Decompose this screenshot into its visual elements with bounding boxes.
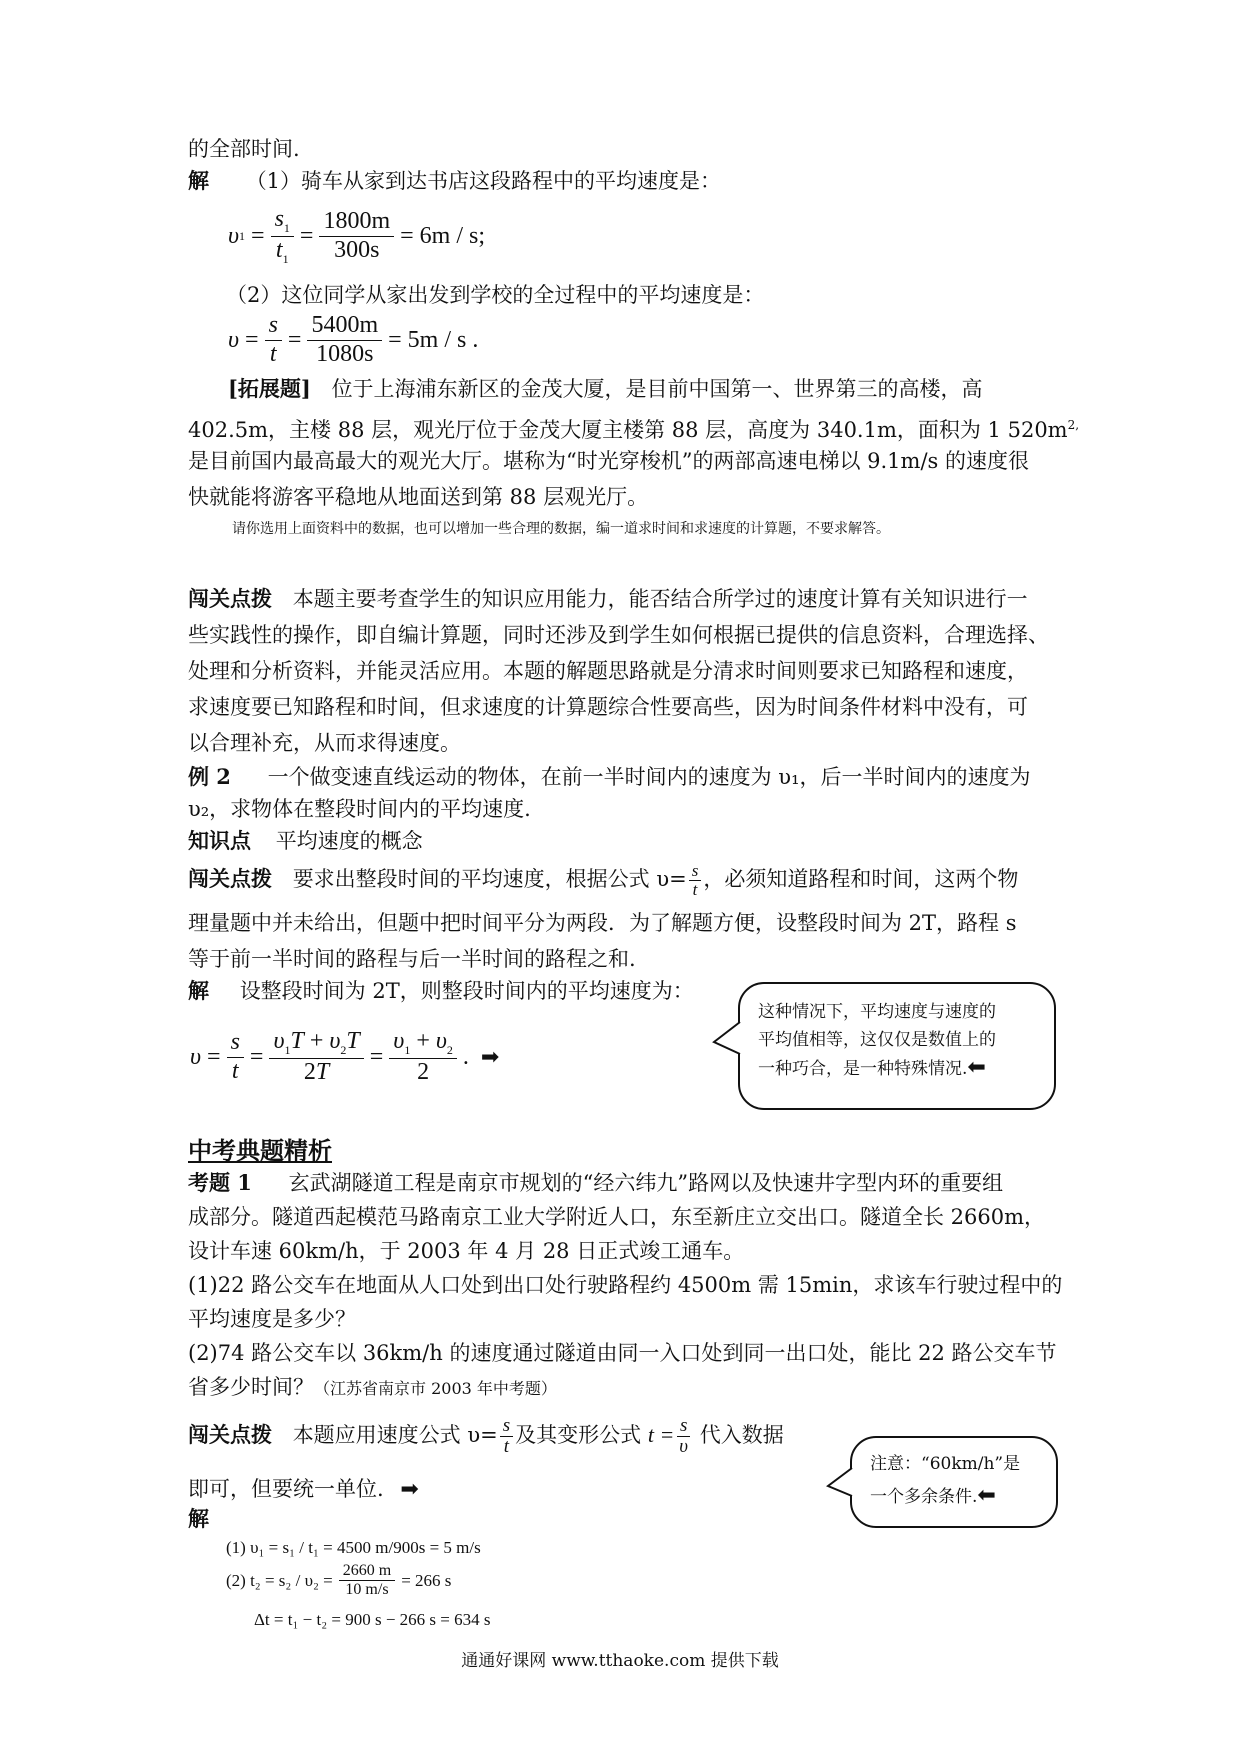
bubble-pointer <box>826 1466 854 1502</box>
solution-text: （1）骑车从家到达书店这段路程中的平均速度是： <box>245 169 722 193</box>
text-line: 是目前国内最高最大的观光大厅。堪称为“时光穿梭机”的两部高速电梯以 9.1m/s 的速度很 <box>188 449 1029 473</box>
callout-bubble: 这种情况下，平均速度与速度的 平均值相等，这仅仅是数值上的 一种巧合，是一种特殊情况.⬅ <box>738 982 1056 1110</box>
arrow-left-icon: ⬅ <box>977 1483 996 1508</box>
formula-v1: υ 1 = $\frac{s_1}{t_1}$ = $\frac{1800m}{300s}$ = 6m / s; <box>228 206 486 266</box>
text-line: 些实践性的操作，即自编计算题，同时还涉及到学生如何根据已提供的信息资料，合理选择、 <box>188 623 1049 647</box>
solution-label: 解 <box>188 168 209 193</box>
tip-label: 闯关点拨 <box>188 587 272 611</box>
text-line: 等于前一半时间的路程与后一半时间的路程之和. <box>188 947 636 971</box>
text-line: 理量题中并未给出，但题中把时间平分为两段．为了解题方便，设整段时间为 2T，路程 s <box>188 911 1017 935</box>
knowledge-line: 知识点 平均速度的概念 <box>188 828 423 853</box>
text-line: 处理和分析资料，并能灵活应用。本题的解题思路就是分清求时间则要求已知路程和速度， <box>188 659 1028 683</box>
text-line: 的全部时间. <box>188 137 300 161</box>
note-line: 请你选用上面资料中的数据，也可以增加一些合理的数据，编一道求时间和求速度的计算题，不要求解答。 <box>232 521 890 537</box>
solution-step-1: (1) υ₁ = s₁ / t₁ = 4500 m/900s = 5 m/s <box>226 1538 481 1557</box>
text-line: 闯关点拨 要求出整段时间的平均速度，根据公式 υ= $\frac{s}{t}$ ，必须知道路程和时间，这两个物 <box>188 861 1019 899</box>
text-line: 成部分。隧道西起模范马路南京工业大学附近人口，东至新庄立交出口。隧道全长 2660m， <box>188 1205 1046 1229</box>
text-line: 即可，但要统一单位. ➡ <box>188 1477 419 1502</box>
text-line: 设计车速 60km/h，于 2003 年 4 月 28 日正式竣工通车。 <box>188 1239 745 1263</box>
arrow-right-icon: ➡ <box>400 1477 419 1502</box>
solution-line: 解 设整段时间为 2T，则整段时间内的平均速度为： <box>188 978 694 1003</box>
text-line: υ₂，求物体在整段时间内的平均速度. <box>188 797 531 821</box>
page-footer: 通通好课网 www.tthaoke.com 提供下载 <box>461 1651 779 1671</box>
solution-step-3: Δt = t₁ − t₂ = 900 s − 266 s = 634 s <box>254 1610 491 1629</box>
tip-label: 闯关点拨 <box>188 1422 272 1447</box>
section-title: 中考典题精析 <box>188 1136 332 1165</box>
text-line: (1)22 路公交车在地面从人口处到出口处行驶路程约 4500m 需 15min，求该车行驶过程中的 <box>188 1273 1063 1297</box>
formula-v: υ = $\frac{s}{t}$ = $\frac{5400m}{1080s}$ = 5m / s . <box>228 312 479 367</box>
example-line: 例 2 一个做变速直线运动的物体，在前一半时间内的速度为 υ₁，后一半时间内的速度为 <box>188 764 1031 789</box>
text-line: 求速度要已知路程和时间，但求速度的计算题综合性要高些，因为时间条件材料中没有，可 <box>188 695 1028 719</box>
text-line: (2)74 路公交车以 36km/h 的速度通过隧道由同一入口处到同一出口处，能比 22 路公交车节 <box>188 1341 1057 1365</box>
text-line: 闯关点拨 本题应用速度公式 υ= $\frac{s}{t}$ 及其变形公式 t = $\frac{s}{\upsilon}$ 代入数据 <box>188 1415 784 1457</box>
question-line: 考题 1 玄武湖隧道工程是南京市规划的“经六纬九”路网以及快速井字型内环的重要组 <box>188 1170 1004 1195</box>
text-line: 平均速度是多少？ <box>188 1307 356 1331</box>
bubble-pointer <box>712 1020 742 1060</box>
arrow-right-icon: ➡ <box>480 1044 500 1070</box>
solution-line: 解 <box>188 1506 209 1531</box>
solution-line <box>188 166 721 196</box>
formula-average: υ = $\frac{s}{t}$ = $\frac{\upsilon_1T + \upsilon_2T}{2T}$ = $\frac{\upsilon_1 + \upsilon_2}{2}$ . ➡ <box>190 1028 500 1085</box>
text-line: （2）这位同学从家出发到学校的全过程中的平均速度是： <box>226 283 765 307</box>
text-line: [拓展题] 位于上海浦东新区的金茂大厦，是目前中国第一、世界第三的高楼，高 <box>228 376 983 401</box>
text-line: 以合理补充，从而求得速度。 <box>188 731 461 755</box>
solution-step-2: (2) t₂ = s₂ / υ₂ = $\frac{2660 m}{10 m/s}$ = 266 s <box>226 1562 452 1599</box>
text-line: 快就能将游客平稳地从地面送到第 88 层观光厅。 <box>188 485 649 509</box>
example-label: 例 2 <box>188 764 231 789</box>
arrow-left-icon: ⬅ <box>967 1055 986 1080</box>
text-line: 402.5m，主楼 88 层，观光厅位于金茂大厦主楼第 88 层，高度为 340.1m，面积为 1 $520m^{2,}$ <box>188 418 1080 442</box>
text-line: 闯关点拨 本题主要考查学生的知识应用能力，能否结合所学过的速度计算有关知识进行一 <box>188 587 1028 611</box>
callout-bubble: 注意：“60km/h”是 一个多余条件.⬅ <box>850 1436 1058 1528</box>
question-label: 考题 1 <box>188 1170 252 1195</box>
tip-label: 闯关点拨 <box>188 866 272 891</box>
text-line: 省多少时间？（江苏省南京市 2003 年中考题） <box>188 1375 557 1399</box>
